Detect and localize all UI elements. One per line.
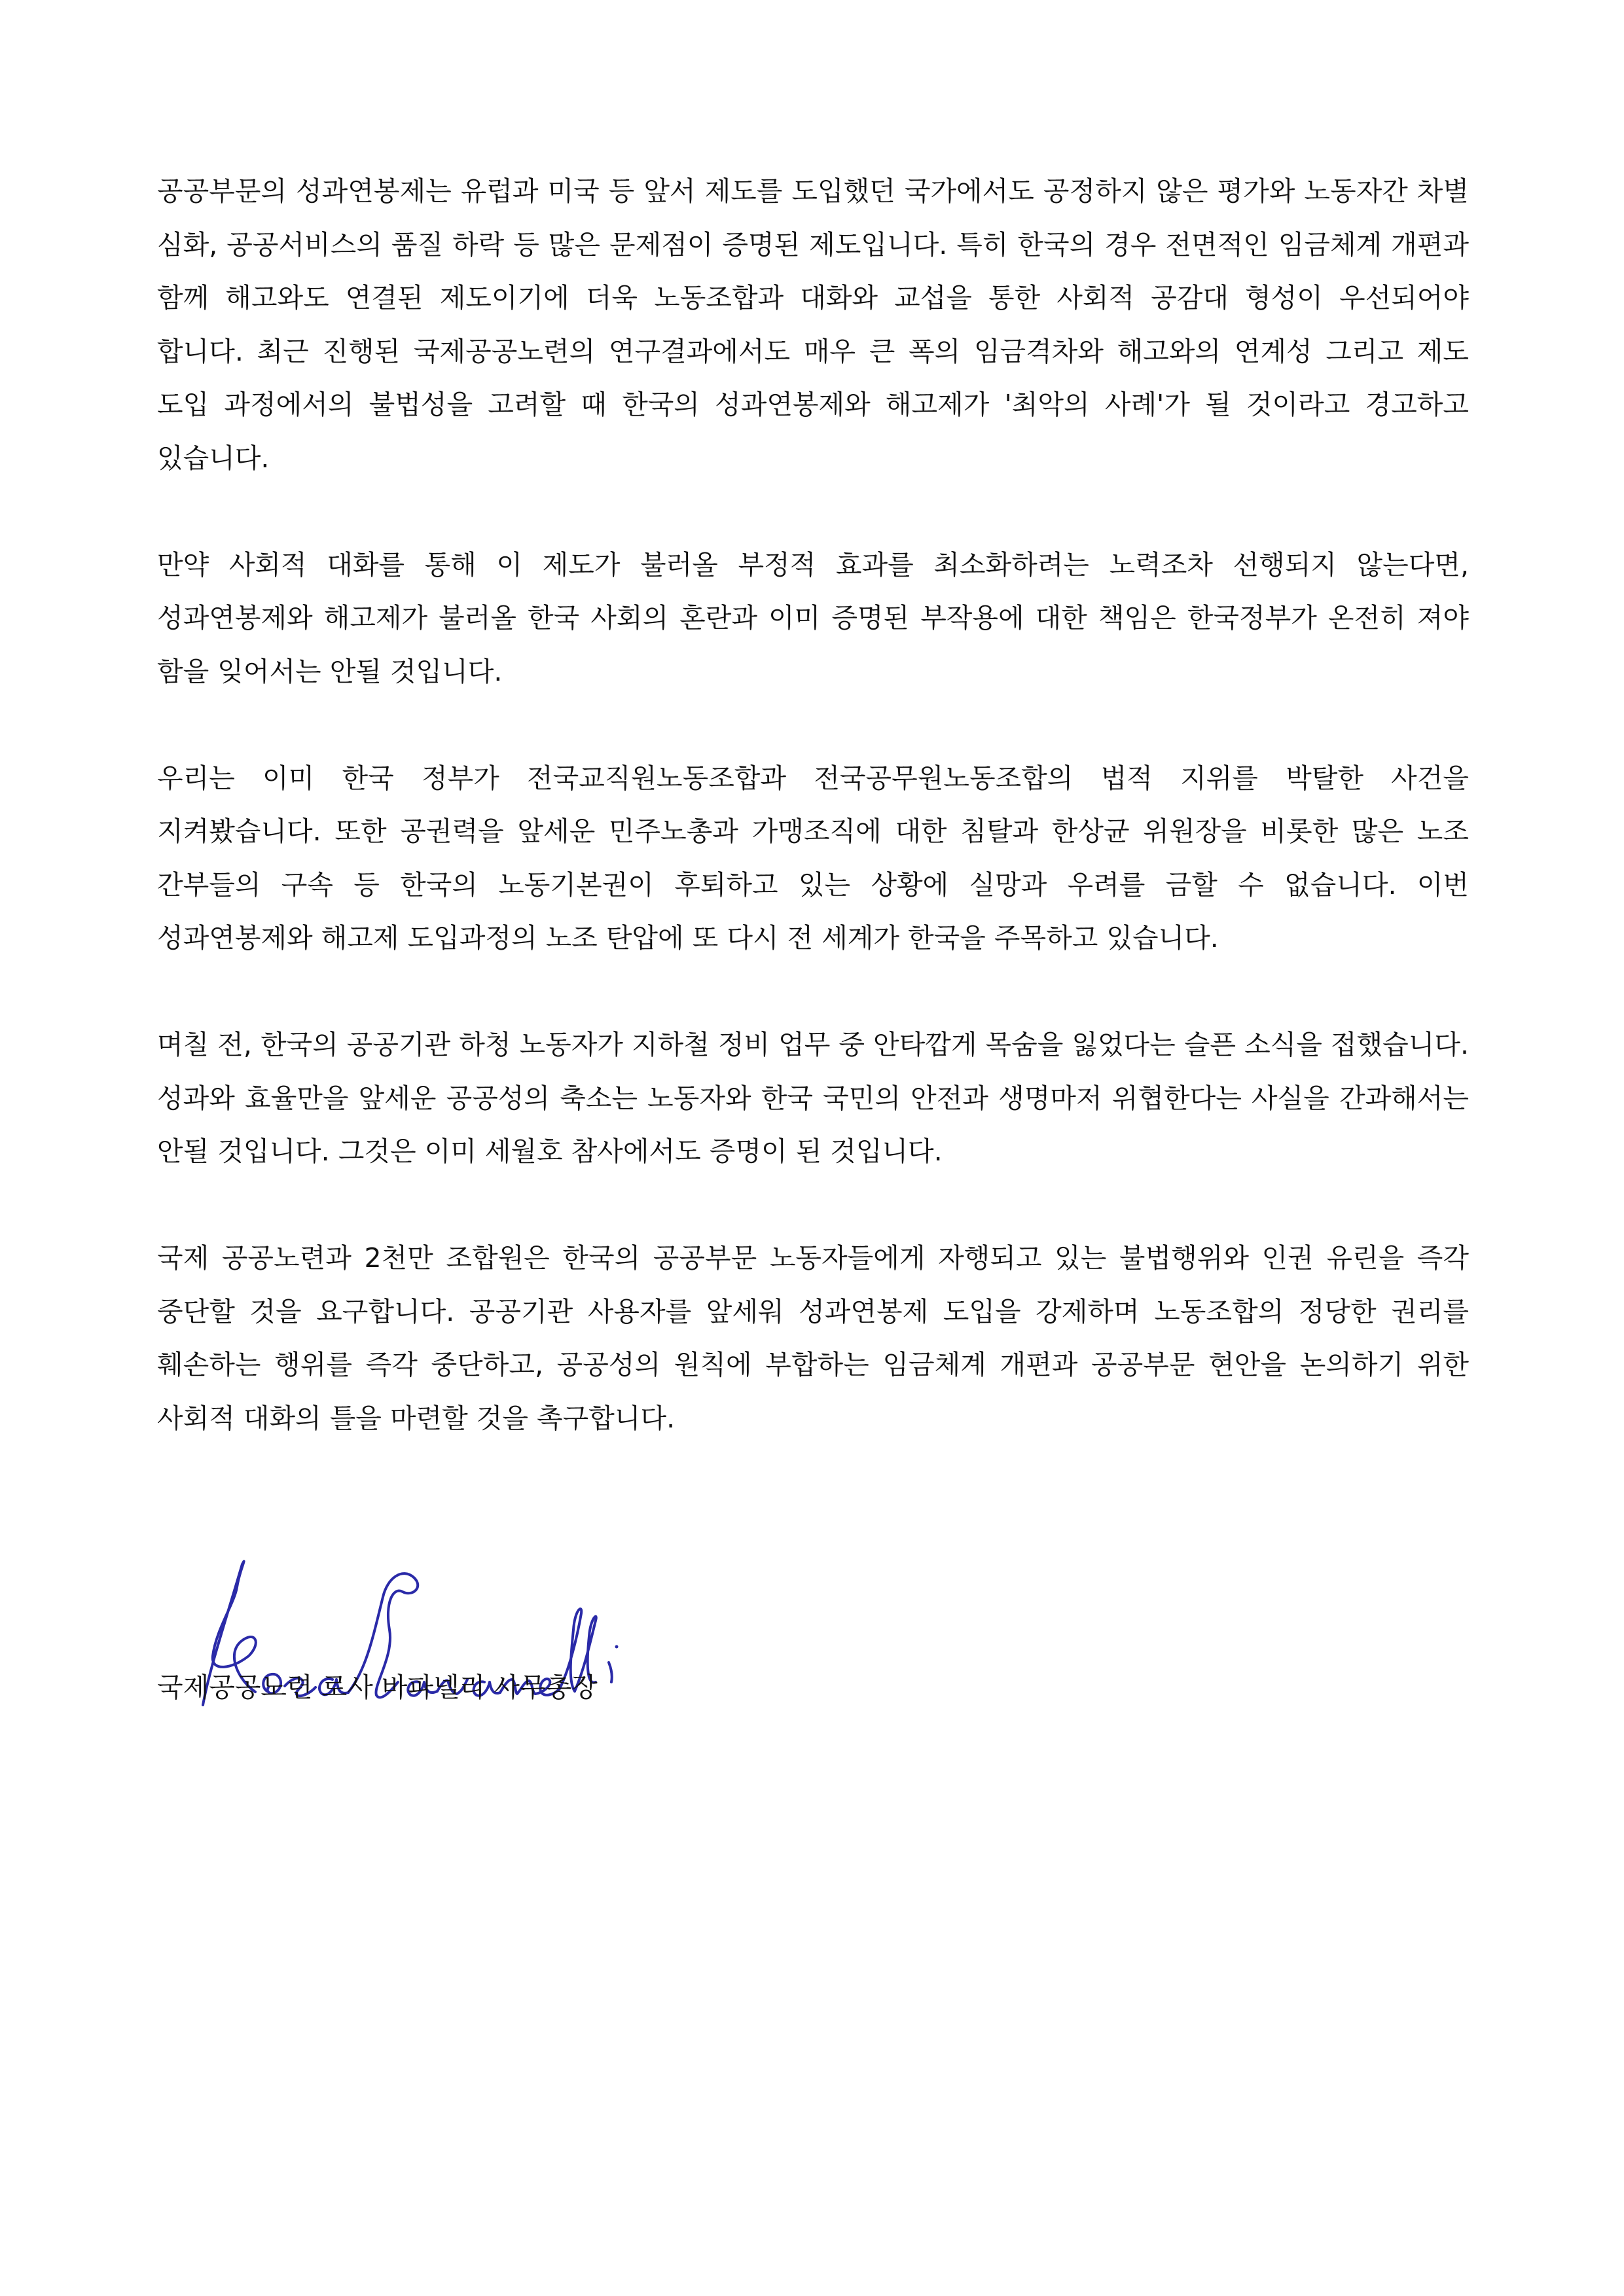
- letter-body: [157, 165, 1469, 1445]
- paragraph-5: 국제 공공노련과 2천만 조합원은 한국의 공공부문 노동자들에게 자행되고 있는 불법행위와 인권 유린을 즉각 중단할 것을 요구합니다. 공공기관 사용자를 앞세워 성과연봉제 도입을 강제하며 노동조합의 정당한 권리를 훼손하는 행위를 즉각 중단하고, 공공성의 원칙에 부합하는 임금체계 개편과 공공부문 현안을 논의하기 위한 사회적 대화의 틀을 마련할 것을 촉구합니다.: [157, 1242, 1469, 1434]
- paragraph-4: 며칠 전, 한국의 공공기관 하청 노동자가 지하철 정비 업무 중 안타깝게 목숨을 잃었다는 슬픈 소식을 접했습니다. 성과와 효율만을 앞세운 공공성의 축소는 노동자와 한국 국민의 안전과 생명마저 위협한다는 사실을 간과해서는 안될 것입니다. 그것은 이미 세월호 참사에서도 증명이 된 것입니다.: [157, 1029, 1469, 1167]
- paragraph-1: 공공부문의 성과연봉제는 유럽과 미국 등 앞서 제도를 도입했던 국가에서도 공정하지 않은 평가와 노동자간 차별 심화, 공공서비스의 품질 하락 등 많은 문제점이 증명된 제도입니다. 특히 한국의 경우 전면적인 임금체계 개편과 함께 해고와도 연결된 제도이기에 더욱 노동조합과 대화와 교섭을 통한 사회적 공감대 형성이 우선되어야 합니다. 최근 진행된 국제공공노련의 연구결과에서도 매우 큰 폭의 임금격차와 해고와의 연계성 그리고 제도 도입 과정에서의 불법성을 고려할 때 한국의 성과연봉제와 해고제가 '최악의 사례'가 될 것이라고 경고하고 있습니다.: [157, 175, 1469, 474]
- paragraph-2: 만약 사회적 대화를 통해 이 제도가 불러올 부정적 효과를 최소화하려는 노력조차 선행되지 않는다면, 성과연봉제와 해고제가 불러올 한국 사회의 혼란과 이미 증명된 부작용에 대한 책임은 한국정부가 온전히 져야 함을 잊어서는 안될 것입니다.: [157, 548, 1469, 687]
- signer-name: 국제공공노련 로사 바파넬리 사무총장: [157, 1672, 598, 1703]
- paragraph-3: 우리는 이미 한국 정부가 전국교직원노동조합과 전국공무원노동조합의 법적 지위를 박탈한 사건을 지켜봤습니다. 또한 공권력을 앞세운 민주노총과 가맹조직에 대한 침탈과 한상균 위원장을 비롯한 많은 노조 간부들의 구속 등 한국의 노동기본권이 후퇴하고 있는 상황에 실망과 우려를 금할 수 없습니다. 이번 성과연봉제와 해고제 도입과정의 노조 탄압에 또 다시 전 세계가 한국을 주목하고 있습니다.: [157, 762, 1469, 954]
